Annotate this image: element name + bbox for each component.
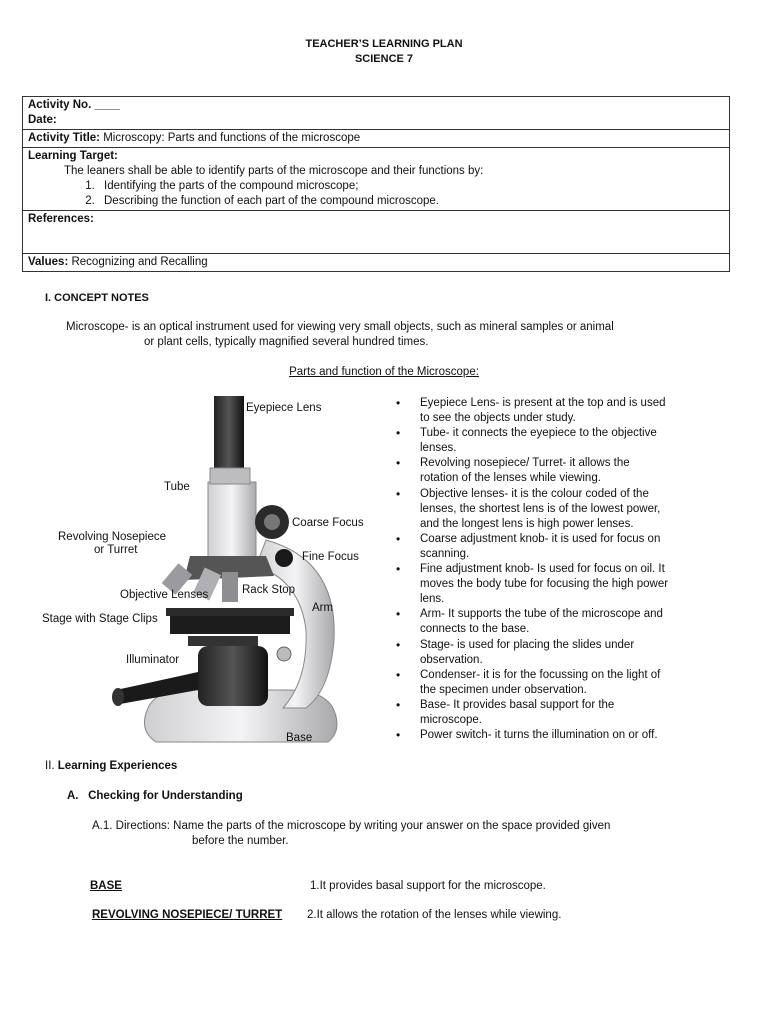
label-base: Base: [286, 732, 313, 744]
part-function-line: • Stage- is used for placing the slides under: [420, 638, 635, 651]
part-function-line: observation.: [420, 653, 483, 666]
experiences-heading: II. Learning Experiences: [45, 760, 178, 772]
question-1: 1.It provides basal support for the microscope.: [310, 880, 546, 892]
label-revolving-nosepiece: Revolving Nosepiece: [58, 531, 167, 543]
part-function-item: [420, 698, 734, 728]
microscope-illustration: [38, 390, 384, 752]
part-function-item: [420, 668, 734, 698]
part-function-line: and the longest lens is high power lenses.: [420, 517, 634, 530]
part-function-line: • Revolving nosepiece/ Turret- it allows the: [420, 457, 630, 470]
part-function-item: [420, 396, 734, 426]
label-objective-lenses: Objective Lenses: [120, 589, 209, 601]
checking-heading: A. Checking for Understanding: [67, 790, 243, 802]
activity-title-value: Microscopy: Parts and functions of the microscope: [100, 132, 361, 144]
date-label: Date:: [28, 114, 57, 126]
part-function-item: [420, 487, 734, 532]
part-function-line: • Condenser- it is for the focussing on the light of: [420, 668, 661, 681]
part-function-item: [420, 728, 734, 743]
part-function-item: [420, 562, 734, 607]
part-function-line: to see the objects under study.: [420, 412, 576, 425]
part-function-line: • Tube- it connects the eyepiece to the objective: [420, 427, 657, 440]
part-function-line: • Base- It provides basal support for the: [420, 698, 615, 711]
label-fine-focus: Fine Focus: [302, 551, 359, 563]
target-item: 2. Describing the function of each part of the compound microscope.: [98, 194, 724, 209]
parts-function-list: [394, 396, 734, 743]
part-function-line: the specimen under observation.: [420, 683, 587, 696]
activity-row: [23, 97, 730, 130]
part-function-item: [420, 426, 734, 456]
label-tube: Tube: [164, 481, 190, 493]
directions-line1: A.1. Directions: Name the parts of the microscope by writing your answer on the space provided given: [92, 820, 611, 832]
part-function-line: • Arm- It supports the tube of the microscope and: [420, 608, 663, 621]
part-function-line: • Fine adjustment knob- Is used for focus on oil. It: [420, 563, 665, 576]
learning-target-intro: The leaners shall be able to identify parts of the microscope and their functions by:: [64, 165, 484, 177]
answer-1: BASE: [90, 880, 122, 892]
part-function-line: rotation of the lenses while viewing.: [420, 472, 601, 485]
label-eyepiece-lens: Eyepiece Lens: [246, 402, 322, 414]
microscope-definition-line1: Microscope- is an optical instrument used for viewing very small objects, such as mineral samples or animal: [66, 321, 614, 333]
part-function-line: moves the body tube for focusing the high power: [420, 578, 669, 591]
label-illuminator: Illuminator: [126, 654, 180, 666]
microscope-diagram: [38, 390, 384, 752]
part-function-item: [420, 607, 734, 637]
plan-table: [22, 96, 730, 272]
values-label: Values:: [28, 256, 69, 268]
learning-target-row: [23, 148, 730, 211]
learning-target-label: Learning Target:: [28, 150, 118, 162]
part-function-line: scanning.: [420, 547, 470, 560]
references-label: References:: [28, 213, 94, 225]
directions-line2: before the number.: [192, 835, 289, 847]
parts-heading: Parts and function of the Microscope:: [289, 366, 479, 378]
target-item: 1. Identifying the parts of the compound microscope;: [98, 179, 724, 194]
target-list: [28, 179, 724, 209]
values-value: Recognizing and Recalling: [68, 256, 208, 268]
label-rack-stop: Rack Stop: [242, 584, 296, 596]
part-function-line: lenses, the shortest lens is of the lowest power,: [420, 502, 661, 515]
activity-title-label: Activity Title:: [28, 132, 100, 144]
part-function-line: connects to the base.: [420, 623, 530, 636]
concept-heading: I. CONCEPT NOTES: [45, 292, 149, 304]
label-or-turret: or Turret: [94, 544, 138, 556]
label-coarse-focus: Coarse Focus: [292, 517, 364, 529]
part-function-item: [420, 638, 734, 668]
part-function-line: microscope.: [420, 713, 482, 726]
part-function-item: [420, 456, 734, 486]
activity-title-row: [23, 130, 730, 148]
label-arm: Arm: [312, 602, 334, 614]
references-row: [23, 211, 730, 254]
part-function-line: • Coarse adjustment knob- it is used for focus on: [420, 532, 661, 545]
part-function-line: lenses.: [420, 442, 457, 455]
part-function-line: • Eyepiece Lens- is present at the top and is used: [420, 397, 666, 409]
label-stage-with-clips: Stage with Stage Clips: [42, 613, 158, 625]
part-function-line: lens.: [420, 593, 445, 606]
document-title: TEACHER’S LEARNING PLAN: [305, 38, 463, 50]
microscope-definition-line2: or plant cells, typically magnified several hundred times.: [144, 336, 429, 348]
part-function-line: • Power switch- it turns the illumination on or off.: [420, 729, 658, 742]
question-2: 2.It allows the rotation of the lenses while viewing.: [307, 909, 562, 921]
answer-2: REVOLVING NOSEPIECE/ TURRET: [92, 909, 283, 921]
part-function-item: [420, 532, 734, 562]
activity-no-label: Activity No. ____: [28, 99, 121, 111]
part-function-line: • Objective lenses- it is the colour coded of the: [420, 487, 649, 500]
values-row: [23, 254, 730, 272]
document-subtitle: SCIENCE 7: [354, 53, 414, 65]
